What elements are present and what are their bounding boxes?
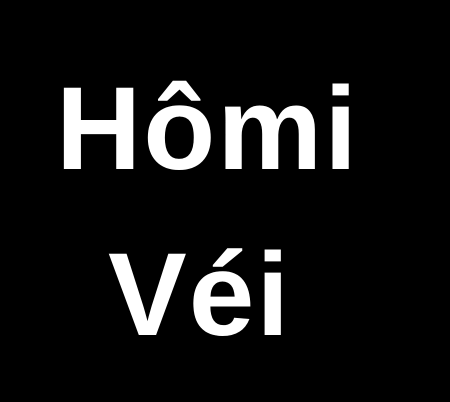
top-word: Hômi [56, 63, 359, 195]
bottom-word: Véi [108, 229, 292, 361]
